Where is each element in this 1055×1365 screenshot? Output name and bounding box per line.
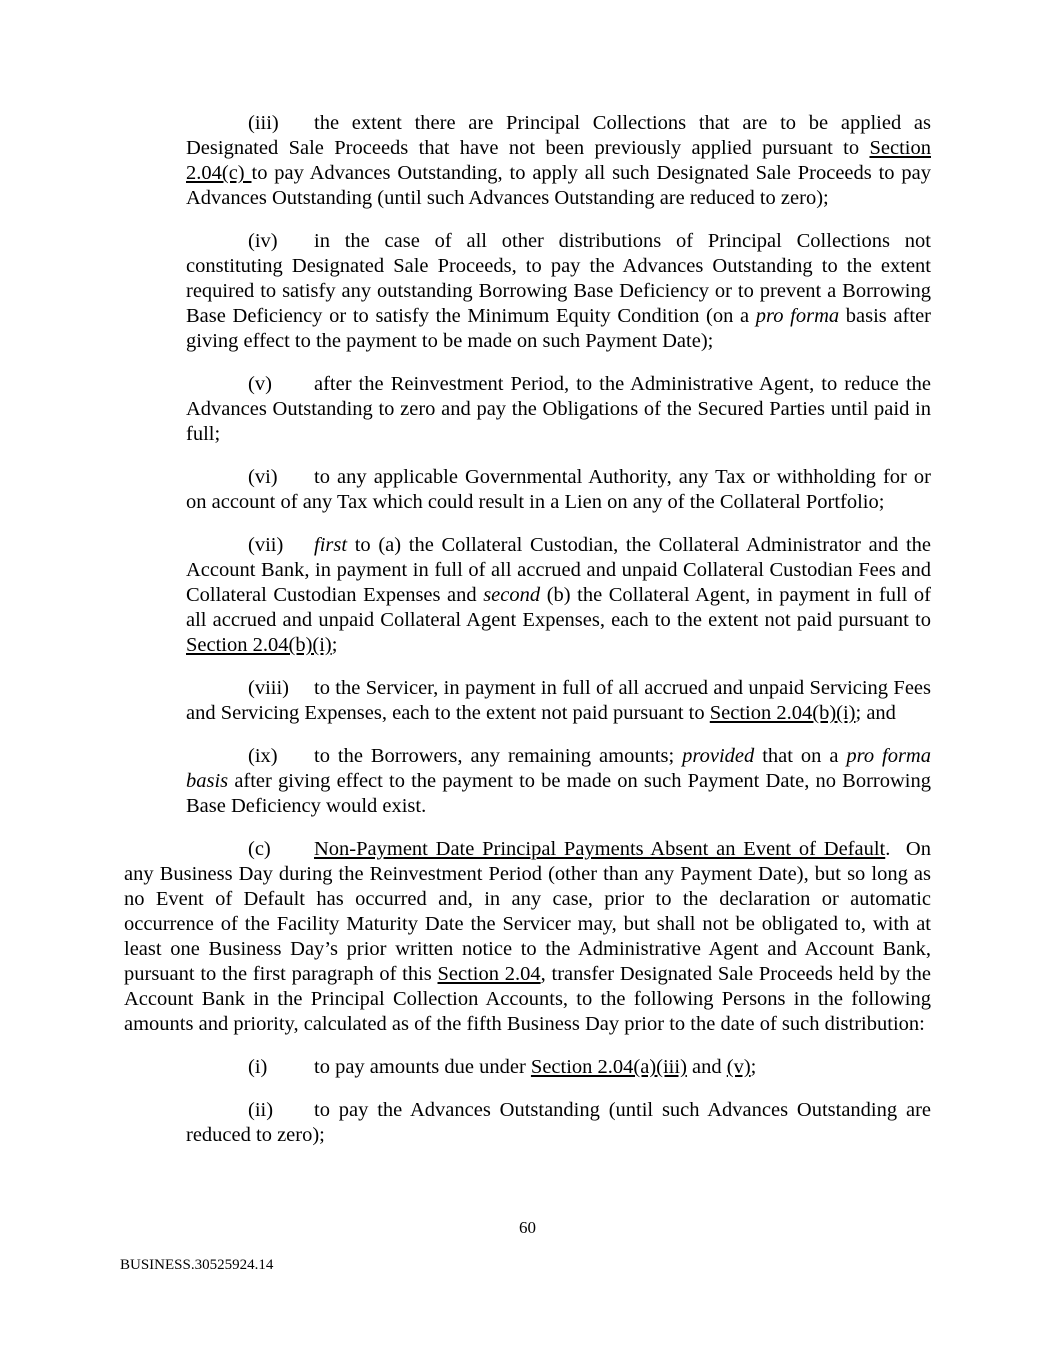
text-segment: first [314, 534, 348, 556]
paragraph-label: (iii) [248, 112, 279, 134]
text-segment: to (a) the Collateral Custodian, the Collateral Administrator and the Account Bank, in payment in full of all accrued and unpaid Collateral Custodian Fees and Collateral Custodian Expenses and [186, 534, 931, 606]
paragraph-i [186, 1055, 931, 1080]
paragraph-ii [186, 1098, 931, 1148]
paragraph-label: (ii) [248, 1099, 274, 1121]
footer-document-id: BUSINESS.30525924.14 [120, 1257, 274, 1273]
paragraph-label: (iv) [248, 230, 278, 252]
text-segment: Section 2.04 [437, 963, 541, 985]
text-segment: to the Borrowers, any remaining amounts; [314, 745, 683, 767]
text-segment: Section 2.04(c) [186, 137, 931, 184]
text-segment: second [483, 584, 541, 606]
paragraph-label: (c) [248, 838, 271, 860]
text-segment: Non-Payment Date Principal Payments Absent an Event of Default [314, 838, 886, 860]
text-segment: ; [750, 1056, 757, 1078]
paragraph-label: (v) [248, 373, 272, 395]
paragraph-ix [186, 744, 931, 819]
paragraph-label: (i) [248, 1056, 268, 1078]
paragraph-label: (ix) [248, 745, 278, 767]
text-segment: and [686, 1056, 727, 1078]
text-segment: ; and [855, 702, 896, 724]
paragraph-vi [186, 465, 931, 515]
paragraph-iv [186, 229, 931, 354]
text-segment: pro forma basis [186, 745, 931, 792]
text-segment: basis after giving effect to the payment to be made on such Payment Date); [186, 305, 931, 352]
text-segment: Section 2.04(b)(i) [186, 634, 332, 656]
page-number: 60 [519, 1218, 536, 1237]
text-segment: the extent there are Principal Collections that are to be applied as Designated Sale Proceeds that have not been previously applied pursuant to [186, 112, 931, 159]
text-segment: to pay amounts due under [314, 1056, 531, 1078]
text-segment: provided [682, 745, 755, 767]
paragraph-c [124, 837, 931, 1037]
document-body [124, 111, 931, 1166]
paragraph-iii [186, 111, 931, 211]
text-segment: to any applicable Governmental Authority, any Tax or withholding for or on account of any Tax which could result in a Lien on any of the Collateral Portfolio; [186, 466, 931, 513]
text-segment: ; [331, 634, 338, 656]
paragraph-label: (vi) [248, 466, 278, 488]
paragraph-viii [186, 676, 931, 726]
text-segment: . On any Business Day during the Reinvestment Period (other than any Payment Date), but so long as no Event of Default has occurred and, in any case, prior to the declaration or automatic occurrence of the Facility Maturity Date the Servicer may, but shall not be obligated to, with at least one Business Day’s prior written notice to the Administrative Agent and Account Bank, pursuant to the first paragraph of this [124, 838, 931, 985]
paragraph-vii [186, 533, 931, 658]
paragraph-v [186, 372, 931, 447]
text-segment: , transfer Designated Sale Proceeds held by the Account Bank in the Principal Collection Accounts, to the following Persons in the following amounts and priority, calculated as of the fifth Business Day prior to the date of such distribution: [124, 963, 931, 1035]
text-segment: Section 2.04(b)(i) [709, 702, 856, 724]
text-segment: after giving effect to the payment to be made on such Payment Date, no Borrowing Base Deficiency would exist. [186, 770, 931, 817]
text-segment: to the Servicer, in payment in full of all accrued and unpaid Servicing Fees and Servicing Expenses, each to the extent not paid pursuant to [186, 677, 931, 724]
text-segment: to pay the Advances Outstanding (until such Advances Outstanding are reduced to zero); [186, 1099, 931, 1146]
text-segment: (v) [726, 1056, 751, 1078]
paragraph-label: (viii) [248, 677, 289, 699]
paragraph-label: (vii) [248, 534, 284, 556]
text-segment: to pay Advances Outstanding, to apply all such Designated Sale Proceeds to pay Advances Outstanding (until such Advances Outstanding are reduced to zero); [186, 162, 932, 209]
text-segment: pro forma [755, 305, 840, 327]
text-segment: after the Reinvestment Period, to the Administrative Agent, to reduce the Advances Outstanding to zero and pay the Obligations of the Secured Parties until paid in full; [186, 373, 931, 445]
text-segment: that on a [754, 745, 847, 767]
text-segment: Section 2.04(a)(iii) [530, 1056, 687, 1078]
text-segment: in the case of all other distributions of Principal Collections not constituting Designated Sale Proceeds, to pay the Advances Outstanding to the extent required to satisfy any outstanding Borrowing Base Deficiency or to prevent a Borrowing Base Deficiency or to satisfy the Minimum Equity Condition (on a [186, 230, 931, 327]
text-segment: (b) the Collateral Agent, in payment in full of all accrued and unpaid Collateral Agent Expenses, each to the extent not paid pursuant to [186, 584, 931, 631]
